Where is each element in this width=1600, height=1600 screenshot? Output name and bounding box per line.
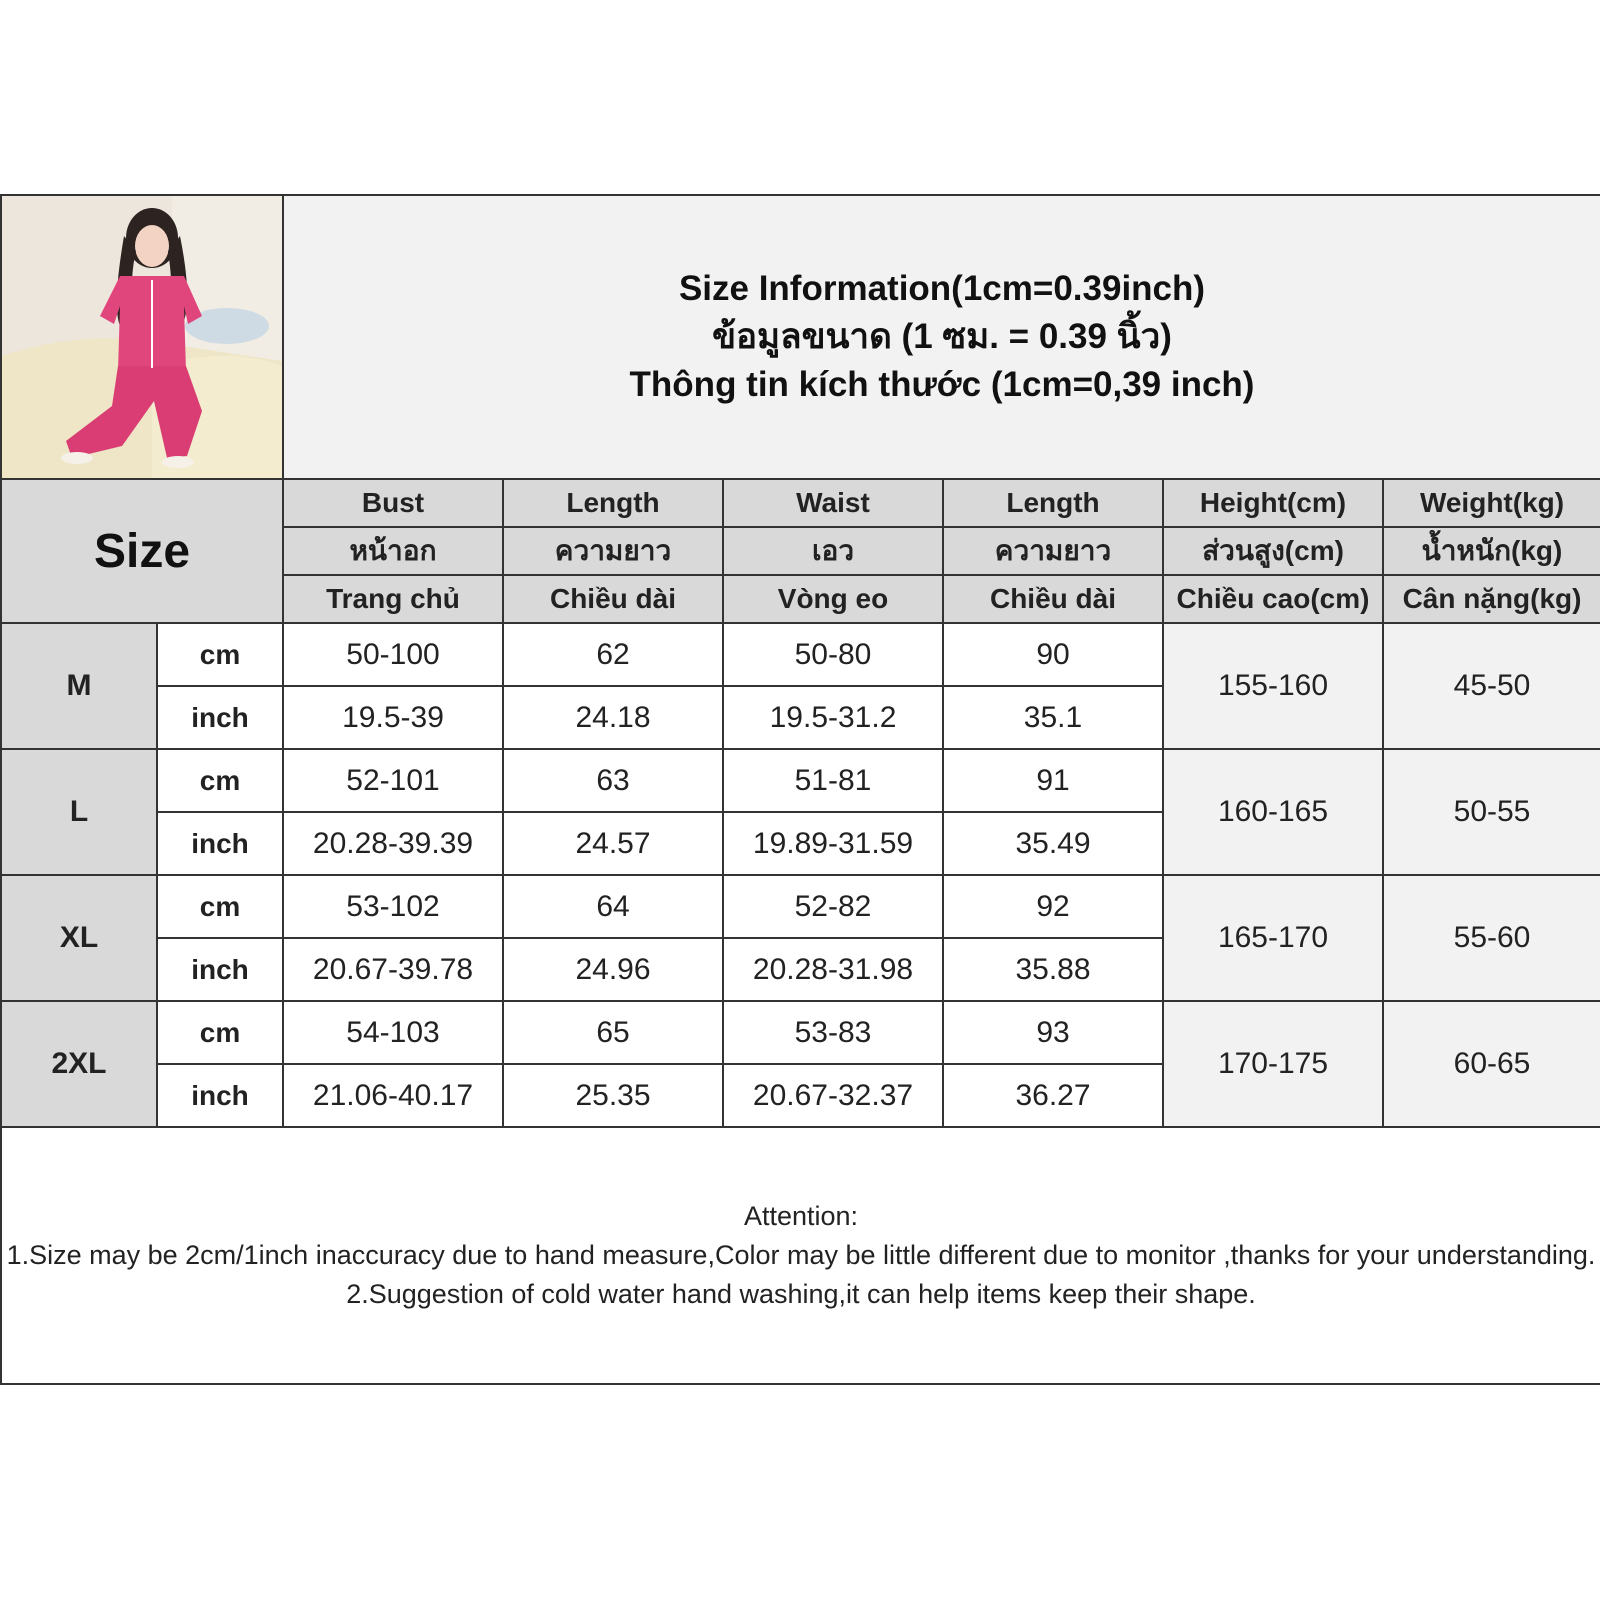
bust-cm: 53-102 xyxy=(283,875,503,938)
unit-cm: cm xyxy=(157,623,283,686)
waist-cm: 53-83 xyxy=(723,1001,943,1064)
table-row xyxy=(1,875,1600,938)
bust-cm: 50-100 xyxy=(283,623,503,686)
unit-cm: cm xyxy=(157,875,283,938)
top-length-cm: 64 xyxy=(503,875,723,938)
top-length-cm: 65 xyxy=(503,1001,723,1064)
title-vietnamese: Thông tin kích thước (1cm=0,39 inch) xyxy=(629,365,1255,404)
header-bust-th: หน้าอก xyxy=(283,527,503,575)
attention-heading: Attention: xyxy=(743,1201,859,1231)
waist-inch: 19.89-31.59 xyxy=(723,812,943,875)
bust-inch: 20.67-39.78 xyxy=(283,938,503,1001)
header-height-th: ส่วนสูง(cm) xyxy=(1163,527,1383,575)
header-bust-vi: Trang chủ xyxy=(283,575,503,623)
bust-cm: 52-101 xyxy=(283,749,503,812)
height-range: 160-165 xyxy=(1163,749,1383,875)
height-range: 170-175 xyxy=(1163,1001,1383,1127)
size-m: M xyxy=(1,623,157,749)
header-height-vi: Chiều cao(cm) xyxy=(1163,575,1383,623)
pant-length-cm: 93 xyxy=(943,1001,1163,1064)
pant-length-inch: 35.49 xyxy=(943,812,1163,875)
note-2: 2.Suggestion of cold water hand washing,it can help items keep their shape. xyxy=(346,1279,1256,1309)
header-weight-th: น้ำหนัก(kg) xyxy=(1383,527,1600,575)
weight-range: 45-50 xyxy=(1383,623,1600,749)
header-waist-th: เอว xyxy=(723,527,943,575)
unit-cm: cm xyxy=(157,1001,283,1064)
header-weight-vi: Cân nặng(kg) xyxy=(1383,575,1600,623)
waist-cm: 51-81 xyxy=(723,749,943,812)
product-photo xyxy=(1,195,283,479)
unit-inch: inch xyxy=(157,938,283,1001)
header-waist-en: Waist xyxy=(723,479,943,527)
header-height-en: Height(cm) xyxy=(1163,479,1383,527)
bust-inch: 19.5-39 xyxy=(283,686,503,749)
note-1: 1.Size may be 2cm/1inch inaccuracy due to hand measure,Color may be little different due to monitor ,thanks for your understanding. xyxy=(6,1240,1596,1270)
pant-length-cm: 92 xyxy=(943,875,1163,938)
table-row xyxy=(1,749,1600,812)
top-length-inch: 24.18 xyxy=(503,686,723,749)
size-chart xyxy=(0,194,1600,1406)
header-bust-en: Bust xyxy=(283,479,503,527)
size-table xyxy=(0,194,1600,1385)
bust-cm: 54-103 xyxy=(283,1001,503,1064)
top-length-inch: 24.57 xyxy=(503,812,723,875)
title-block xyxy=(283,195,1600,479)
header-pant-length-vi: Chiều dài xyxy=(943,575,1163,623)
pant-length-inch: 36.27 xyxy=(943,1064,1163,1127)
weight-range: 60-65 xyxy=(1383,1001,1600,1127)
header-top-length-en: Length xyxy=(503,479,723,527)
size-2xl: 2XL xyxy=(1,1001,157,1127)
header-top-length-vi: Chiều dài xyxy=(503,575,723,623)
table-row xyxy=(1,1001,1600,1064)
header-pant-length-en: Length xyxy=(943,479,1163,527)
header-top-length-th: ความยาว xyxy=(503,527,723,575)
bust-inch: 21.06-40.17 xyxy=(283,1064,503,1127)
waist-inch: 20.67-32.37 xyxy=(723,1064,943,1127)
header-pant-length-th: ความยาว xyxy=(943,527,1163,575)
waist-cm: 52-82 xyxy=(723,875,943,938)
attention-notes xyxy=(1,1127,1600,1384)
waist-cm: 50-80 xyxy=(723,623,943,686)
height-range: 155-160 xyxy=(1163,623,1383,749)
pant-length-cm: 91 xyxy=(943,749,1163,812)
top-length-inch: 25.35 xyxy=(503,1064,723,1127)
unit-inch: inch xyxy=(157,1064,283,1127)
waist-inch: 19.5-31.2 xyxy=(723,686,943,749)
size-header: Size xyxy=(1,479,283,623)
size-l: L xyxy=(1,749,157,875)
header-waist-vi: Vòng eo xyxy=(723,575,943,623)
table-row xyxy=(1,623,1600,686)
model-pajama-photo-icon xyxy=(2,196,282,478)
size-xl: XL xyxy=(1,875,157,1001)
pant-length-cm: 90 xyxy=(943,623,1163,686)
unit-inch: inch xyxy=(157,686,283,749)
weight-range: 50-55 xyxy=(1383,749,1600,875)
header-weight-en: Weight(kg) xyxy=(1383,479,1600,527)
pant-length-inch: 35.1 xyxy=(943,686,1163,749)
height-range: 165-170 xyxy=(1163,875,1383,1001)
unit-inch: inch xyxy=(157,812,283,875)
title-thai: ข้อมูลขนาด (1 ซม. = 0.39 นิ้ว) xyxy=(712,317,1172,356)
top-length-cm: 62 xyxy=(503,623,723,686)
unit-cm: cm xyxy=(157,749,283,812)
top-length-inch: 24.96 xyxy=(503,938,723,1001)
pant-length-inch: 35.88 xyxy=(943,938,1163,1001)
waist-inch: 20.28-31.98 xyxy=(723,938,943,1001)
title-english: Size Information(1cm=0.39inch) xyxy=(678,269,1206,308)
top-length-cm: 63 xyxy=(503,749,723,812)
weight-range: 55-60 xyxy=(1383,875,1600,1001)
bust-inch: 20.28-39.39 xyxy=(283,812,503,875)
